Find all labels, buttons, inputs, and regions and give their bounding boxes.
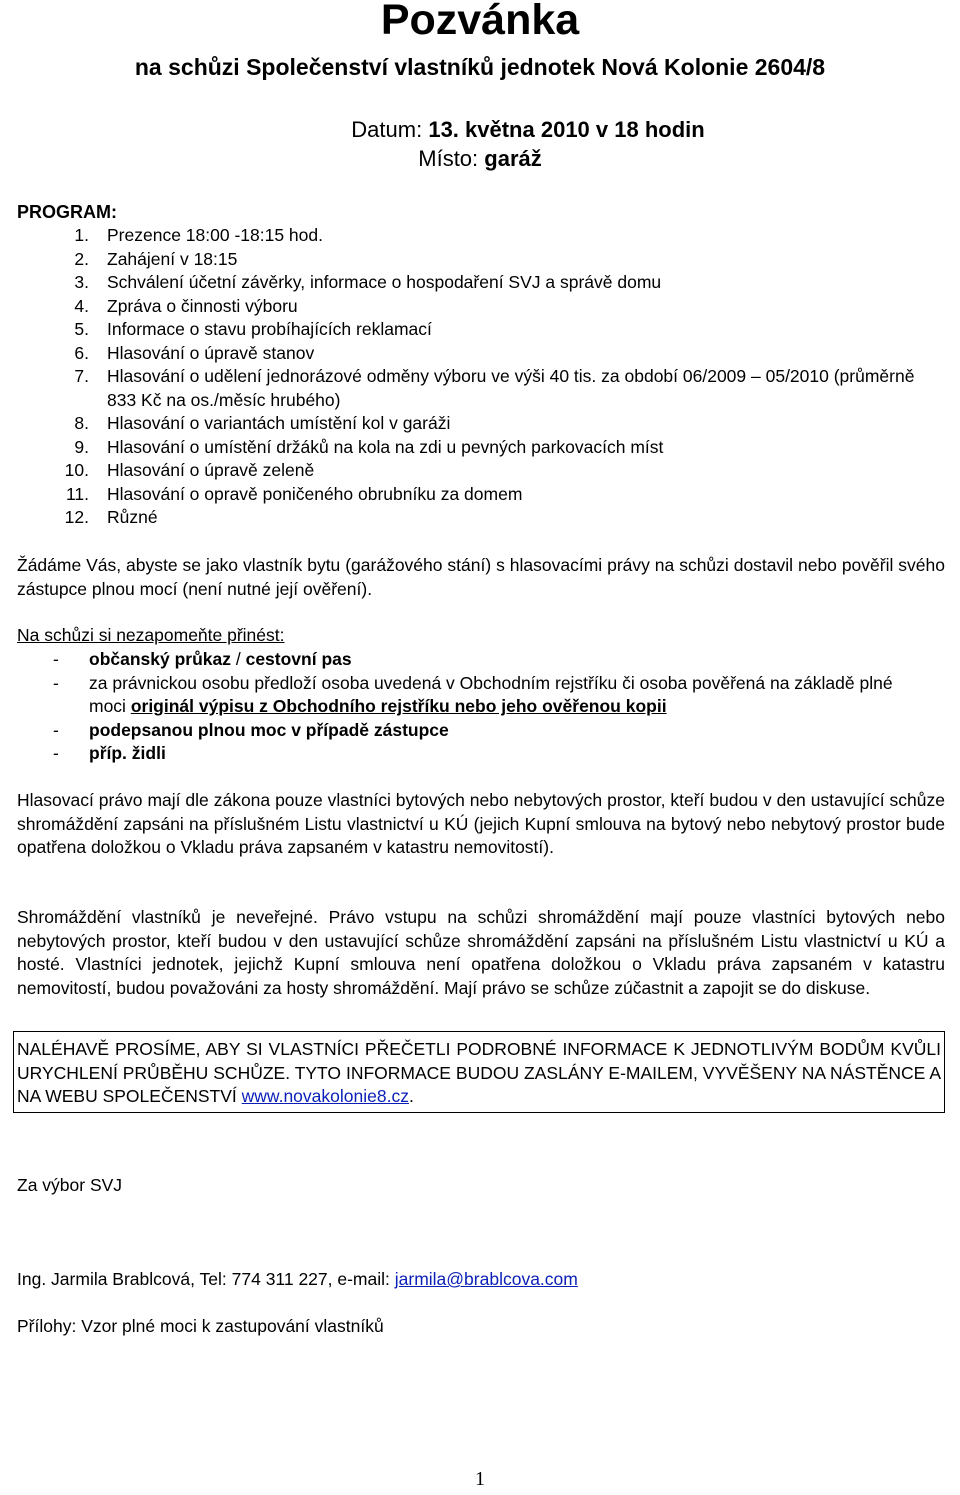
notice-end: . xyxy=(408,1086,414,1106)
bullet-dash: - xyxy=(53,719,59,740)
program-list xyxy=(17,224,947,530)
program-item-number: 4. xyxy=(74,295,89,316)
program-item-number: 8. xyxy=(74,413,89,433)
program-item xyxy=(17,342,947,366)
program-item-number: 7. xyxy=(74,366,89,386)
bullet-dash: - xyxy=(53,649,59,669)
bring-list xyxy=(17,648,917,766)
contact-text: Ing. Jarmila Brablcová, Tel: 774 311 227, e-mail: xyxy=(17,1269,395,1289)
bullet-dash: - xyxy=(53,743,59,763)
bring-item-text xyxy=(89,648,917,672)
passport: cestovní pas xyxy=(245,649,352,669)
registry-extract: originál výpisu z Obchodního rejstříku nebo jeho ověřenou kopii xyxy=(130,696,667,716)
program-item-number: 5. xyxy=(74,319,89,339)
signature-line: Za výbor SVJ xyxy=(17,1175,123,1195)
bring-item xyxy=(17,648,917,672)
place-value: garáž xyxy=(484,146,542,171)
program-item-text: Zahájení v 18:15 xyxy=(107,248,238,269)
program-item-text: Schválení účetní závěrky, informace o hospodaření SVJ a správě domu xyxy=(107,272,662,292)
privacy-paragraph: Shromáždění vlastníků je neveřejné. Právo vstupu na schůzi shromáždění mají pouze vlastníci bytových nebo nebytových prostor, kteří budou v den ustavující schůze shromáždění zapsáni na příslušném Listu vlastnictví u KÚ a hosté. Vlastníci jednotek, jejichž Kupní smlouva není opatřena doložkou o Vkladu práva zapsaném v katastru nemovitostí, budou považováni za hosty shromáždění. Mají právo se schůze zúčastnit a zapojit se do diskuse. xyxy=(17,907,945,998)
bring-item xyxy=(17,672,917,719)
email-link[interactable]: jarmila@brablcova.com xyxy=(394,1269,578,1289)
program-item-number: 12. xyxy=(64,507,89,527)
program-item xyxy=(17,459,947,483)
contact-line xyxy=(17,1268,945,1292)
program-item-number: 1. xyxy=(74,225,89,245)
bring-item-text xyxy=(89,672,917,719)
date-value: 13. května 2010 v 18 hodin xyxy=(428,117,705,142)
program-item-text: Hlasování o opravě poničeného obrubníku za domem xyxy=(107,483,523,504)
bring-item xyxy=(17,719,917,743)
program-item-text: Hlasování o variantách umístění kol v garáži xyxy=(107,413,451,433)
bring-heading: Na schůzi si nezapomeňte přinést: xyxy=(17,625,285,645)
program-item-text: Různé xyxy=(107,507,158,527)
program-item-number: 9. xyxy=(74,436,89,457)
program-item-number: 3. xyxy=(74,272,89,292)
page-number: 1 xyxy=(475,1468,485,1490)
date-label: Datum: xyxy=(351,117,429,142)
place-label: Místo: xyxy=(418,146,485,171)
program-item xyxy=(17,295,947,319)
bullet-dash: - xyxy=(53,672,59,693)
page-title: Pozvánka xyxy=(380,0,580,44)
program-item xyxy=(17,436,947,460)
bring-item-text: příp. židli xyxy=(89,743,166,763)
program-item-text: Hlasování o umístění držáků na kola na zdi u pevných parkovacích míst xyxy=(107,436,664,457)
program-item xyxy=(17,248,947,272)
website-link[interactable]: www.novakolonie8.cz xyxy=(241,1086,409,1106)
program-item xyxy=(17,483,947,507)
program-item xyxy=(17,365,947,412)
program-item-number: 2. xyxy=(74,248,89,269)
separator: / xyxy=(231,649,246,669)
program-item-number: 6. xyxy=(74,342,89,363)
legal-entity-text: za právnickou osobu předloží osoba uvedená v Obchodním rejstříku či osoba pověřená na základě plné moci xyxy=(89,672,893,716)
program-item xyxy=(17,506,947,530)
program-item xyxy=(17,412,947,436)
program-item-number: 11. xyxy=(65,483,89,504)
notice-text: NALÉHAVĚ PROSÍME, ABY SI VLASTNÍCI PŘEČETLI PODROBNÉ INFORMACE K JEDNOTLIVÝM BODŮM KVŮLI URYCHLENÍ PRŮBĚHU SCHŮZE. TYTO INFORMACE BUDOU ZASLÁNY E-MAILEM, VYVĚŠENY NA NÁSTĚNCE A NA WEBU SPOLEČENSTVÍ xyxy=(17,1039,941,1106)
page-subtitle: na schůzi Společenství vlastníků jednotek Nová Kolonie 2604/8 xyxy=(134,54,826,80)
program-item xyxy=(17,224,947,248)
program-item-number: 10. xyxy=(64,460,89,480)
program-item xyxy=(17,318,947,342)
program-item-text: Zpráva o činnosti výboru xyxy=(107,295,298,316)
program-item-text: Hlasování o udělení jednorázové odměny výboru ve výši 40 tis. za období 06/2009 – 05/2010 (průměrně 833 Kč na os./měsíc hrubého) xyxy=(107,366,915,410)
id-card: občanský průkaz xyxy=(89,649,231,669)
attendance-request: Žádáme Vás, abyste se jako vlastník bytu (garážového stání) s hlasovacími právy na schůzi dostavil nebo pověřil svého zástupce plnou mocí (není nutné její ověření). xyxy=(17,555,945,599)
attachments-line: Přílohy: Vzor plné moci k zastupování vlastníků xyxy=(17,1316,384,1336)
meeting-date xyxy=(0,116,960,144)
program-item xyxy=(17,271,947,295)
program-item-text: Prezence 18:00 -18:15 hod. xyxy=(107,225,323,245)
program-label: PROGRAM: xyxy=(17,202,117,222)
bring-item xyxy=(17,742,917,766)
voting-rights-paragraph: Hlasovací právo mají dle zákona pouze vlastníci bytových nebo nebytových prostor, kteří budou v den ustavující schůze shromáždění zapsáni na příslušném Listu vlastnictví u KÚ (jejich Kupní smlouva na bytový nebo nebytový prostor bude opatřena doložkou o Vkladu práva zapsaném v katastru nemovitostí). xyxy=(17,790,945,857)
meeting-place xyxy=(0,145,960,173)
program-item-text: Hlasování o úpravě stanov xyxy=(107,342,315,363)
notice-box xyxy=(13,1031,945,1113)
bring-item-text: podepsanou plnou moc v případě zástupce xyxy=(89,719,449,740)
program-item-text: Informace o stavu probíhajících reklamací xyxy=(107,319,432,339)
program-item-text: Hlasování o úpravě zeleně xyxy=(107,460,315,480)
